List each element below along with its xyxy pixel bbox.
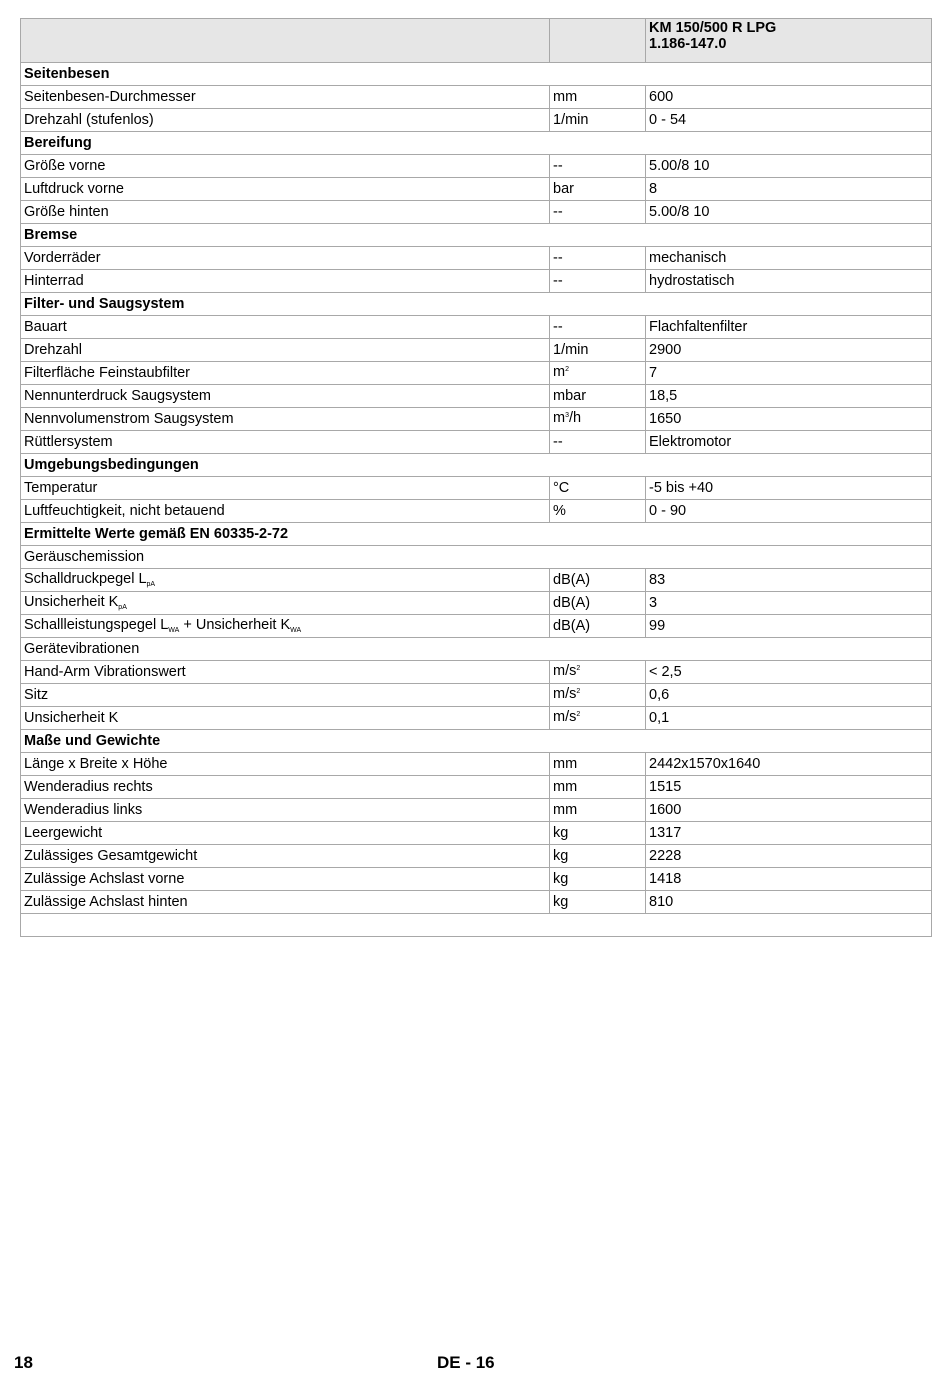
- spec-label-cell: Drehzahl (stufenlos): [21, 109, 550, 132]
- section-heading-row: [21, 454, 932, 477]
- table-row: [21, 891, 932, 914]
- table-row: [21, 776, 932, 799]
- spec-unit-cell: --: [550, 431, 646, 454]
- table-row: [21, 408, 932, 431]
- spec-label-cell: Nennvolumenstrom Saugsystem: [21, 408, 550, 431]
- spec-label-cell: Zulässige Achslast hinten: [21, 891, 550, 914]
- spec-value-cell: 3: [646, 592, 932, 615]
- section-heading: Bremse: [21, 224, 932, 247]
- spec-unit-cell: --: [550, 201, 646, 224]
- spec-value-cell: 8: [646, 178, 932, 201]
- spec-value-cell: 18,5: [646, 385, 932, 408]
- section-heading-row: [21, 730, 932, 753]
- spec-value-cell: 1317: [646, 822, 932, 845]
- table-row: [21, 477, 932, 500]
- spec-label-cell: Unsicherheit $K_{pA}$: [21, 592, 550, 615]
- table-row: [21, 178, 932, 201]
- spec-unit-cell: $m^2$: [550, 362, 646, 385]
- spec-value-cell: 600: [646, 86, 932, 109]
- spec-unit-cell: $m^3/h$: [550, 408, 646, 431]
- section-heading-row: [21, 63, 932, 86]
- spec-unit-cell: dB(A): [550, 569, 646, 592]
- section-heading: Seitenbesen: [21, 63, 932, 86]
- spec-label-cell: Drehzahl: [21, 339, 550, 362]
- spec-unit-cell: 1/min: [550, 109, 646, 132]
- table-header-row: [21, 19, 932, 63]
- table-row: [21, 86, 932, 109]
- spec-unit-cell: %: [550, 500, 646, 523]
- table-row: [21, 615, 932, 638]
- table-row: [21, 339, 932, 362]
- spec-value-cell: 5.00/8 10: [646, 201, 932, 224]
- spec-unit-cell: kg: [550, 822, 646, 845]
- section-heading: Maße und Gewichte: [21, 730, 932, 753]
- table-row: [21, 569, 932, 592]
- spec-value-cell: -5 bis +40: [646, 477, 932, 500]
- spec-label-cell: Größe vorne: [21, 155, 550, 178]
- spec-value-cell: 5.00/8 10: [646, 155, 932, 178]
- spec-label-cell: Unsicherheit K: [21, 707, 550, 730]
- spec-unit-cell: kg: [550, 868, 646, 891]
- spec-label-cell: Länge x Breite x Höhe: [21, 753, 550, 776]
- table-row: [21, 316, 932, 339]
- section-heading: Bereifung: [21, 132, 932, 155]
- section-heading: Filter- und Saugsystem: [21, 293, 932, 316]
- section-heading-row: [21, 523, 932, 546]
- section-heading: Umgebungsbedingungen: [21, 454, 932, 477]
- table-row: [21, 201, 932, 224]
- spec-unit-cell: dB(A): [550, 592, 646, 615]
- spec-label-cell: Seitenbesen-Durchmesser: [21, 86, 550, 109]
- spec-value-cell: 0,6: [646, 684, 932, 707]
- spec-label-cell: Zulässiges Gesamtgewicht: [21, 845, 550, 868]
- section-heading-row: [21, 293, 932, 316]
- page-number: 18: [14, 1353, 33, 1372]
- spec-value-cell: 2442x1570x1640: [646, 753, 932, 776]
- table-row: [21, 500, 932, 523]
- spec-unit-cell: mm: [550, 799, 646, 822]
- spec-value-cell: 0 - 54: [646, 109, 932, 132]
- spec-value-cell: Flachfaltenfilter: [646, 316, 932, 339]
- header-model-cell: [646, 19, 932, 63]
- spec-label-cell: Zulässige Achslast vorne: [21, 868, 550, 891]
- spec-label-cell: Rüttlersystem: [21, 431, 550, 454]
- table-row: [21, 247, 932, 270]
- table-row: [21, 845, 932, 868]
- spec-label-cell: Leergewicht: [21, 822, 550, 845]
- table-row: [21, 822, 932, 845]
- spec-value-cell: mechanisch: [646, 247, 932, 270]
- table-row: [21, 362, 932, 385]
- spec-value-cell: 1650: [646, 408, 932, 431]
- table-row: [21, 431, 932, 454]
- table-row: [21, 109, 932, 132]
- subsection-heading: Gerätevibrationen: [21, 638, 932, 661]
- technical-data-table: [20, 18, 932, 937]
- spec-unit-cell: kg: [550, 891, 646, 914]
- table-row: [21, 270, 932, 293]
- spec-label-cell: Wenderadius rechts: [21, 776, 550, 799]
- spec-unit-cell: --: [550, 270, 646, 293]
- spec-value-cell: 2900: [646, 339, 932, 362]
- spec-unit-cell: kg: [550, 845, 646, 868]
- subsection-heading: Geräuschemission: [21, 546, 932, 569]
- header-label-cell: [21, 19, 550, 63]
- spec-label-cell: Hand-Arm Vibrationswert: [21, 661, 550, 684]
- spec-unit-cell: bar: [550, 178, 646, 201]
- spec-unit-cell: $m/s^2$: [550, 684, 646, 707]
- section-heading: Ermittelte Werte gemäß EN 60335-2-72: [21, 523, 932, 546]
- table-row: [21, 799, 932, 822]
- spec-label-cell: Hinterrad: [21, 270, 550, 293]
- spec-unit-cell: 1/min: [550, 339, 646, 362]
- spec-unit-cell: mm: [550, 86, 646, 109]
- spec-unit-cell: °C: [550, 477, 646, 500]
- header-unit-cell: [550, 19, 646, 63]
- spec-label-cell: Temperatur: [21, 477, 550, 500]
- table-row: [21, 753, 932, 776]
- table-row: [21, 684, 932, 707]
- section-heading-row: [21, 132, 932, 155]
- technical-data-body: [21, 19, 932, 937]
- subsection-heading-row: [21, 546, 932, 569]
- table-row: [21, 661, 932, 684]
- spec-value-cell: 0,1: [646, 707, 932, 730]
- article-number: 1.186-147.0: [649, 36, 727, 52]
- spec-label-cell: Schalldruckpegel $L_{pA}$: [21, 569, 550, 592]
- model-name: KM 150/500 R LPG: [649, 20, 777, 36]
- spec-unit-cell: $m/s^2$: [550, 661, 646, 684]
- spec-label-cell: Nennunterdruck Saugsystem: [21, 385, 550, 408]
- spec-unit-cell: mbar: [550, 385, 646, 408]
- language-page-label: DE - 16: [437, 1353, 495, 1372]
- spec-unit-cell: $m/s^2$: [550, 707, 646, 730]
- spec-value-cell: hydrostatisch: [646, 270, 932, 293]
- spec-label-cell: Wenderadius links: [21, 799, 550, 822]
- spec-value-cell: Elektromotor: [646, 431, 932, 454]
- subsection-heading-row: [21, 638, 932, 661]
- spec-unit-cell: mm: [550, 753, 646, 776]
- table-row: [21, 707, 932, 730]
- spec-value-cell: < 2,5: [646, 661, 932, 684]
- blank-cell: [21, 914, 932, 937]
- table-row: [21, 592, 932, 615]
- table-blank-row: [21, 914, 932, 937]
- table-row: [21, 868, 932, 891]
- spec-value-cell: 7: [646, 362, 932, 385]
- spec-value-cell: 810: [646, 891, 932, 914]
- spec-label-cell: Bauart: [21, 316, 550, 339]
- spec-value-cell: 83: [646, 569, 932, 592]
- spec-value-cell: 1600: [646, 799, 932, 822]
- spec-value-cell: 0 - 90: [646, 500, 932, 523]
- spec-label-cell: Größe hinten: [21, 201, 550, 224]
- spec-label-cell: Filterfläche Feinstaubfilter: [21, 362, 550, 385]
- table-row: [21, 155, 932, 178]
- spec-unit-cell: --: [550, 155, 646, 178]
- spec-unit-cell: --: [550, 247, 646, 270]
- table-row: [21, 385, 932, 408]
- spec-unit-cell: dB(A): [550, 615, 646, 638]
- spec-label-cell: Luftdruck vorne: [21, 178, 550, 201]
- spec-label-cell: Schallleistungspegel $L_{WA}$ + Unsicherheit $K_{WA}$: [21, 615, 550, 638]
- spec-value-cell: 2228: [646, 845, 932, 868]
- spec-value-cell: 1418: [646, 868, 932, 891]
- spec-value-cell: 1515: [646, 776, 932, 799]
- spec-unit-cell: mm: [550, 776, 646, 799]
- spec-label-cell: Luftfeuchtigkeit, nicht betauend: [21, 500, 550, 523]
- spec-label-cell: Sitz: [21, 684, 550, 707]
- spec-unit-cell: --: [550, 316, 646, 339]
- spec-label-cell: Vorderräder: [21, 247, 550, 270]
- spec-value-cell: 99: [646, 615, 932, 638]
- section-heading-row: [21, 224, 932, 247]
